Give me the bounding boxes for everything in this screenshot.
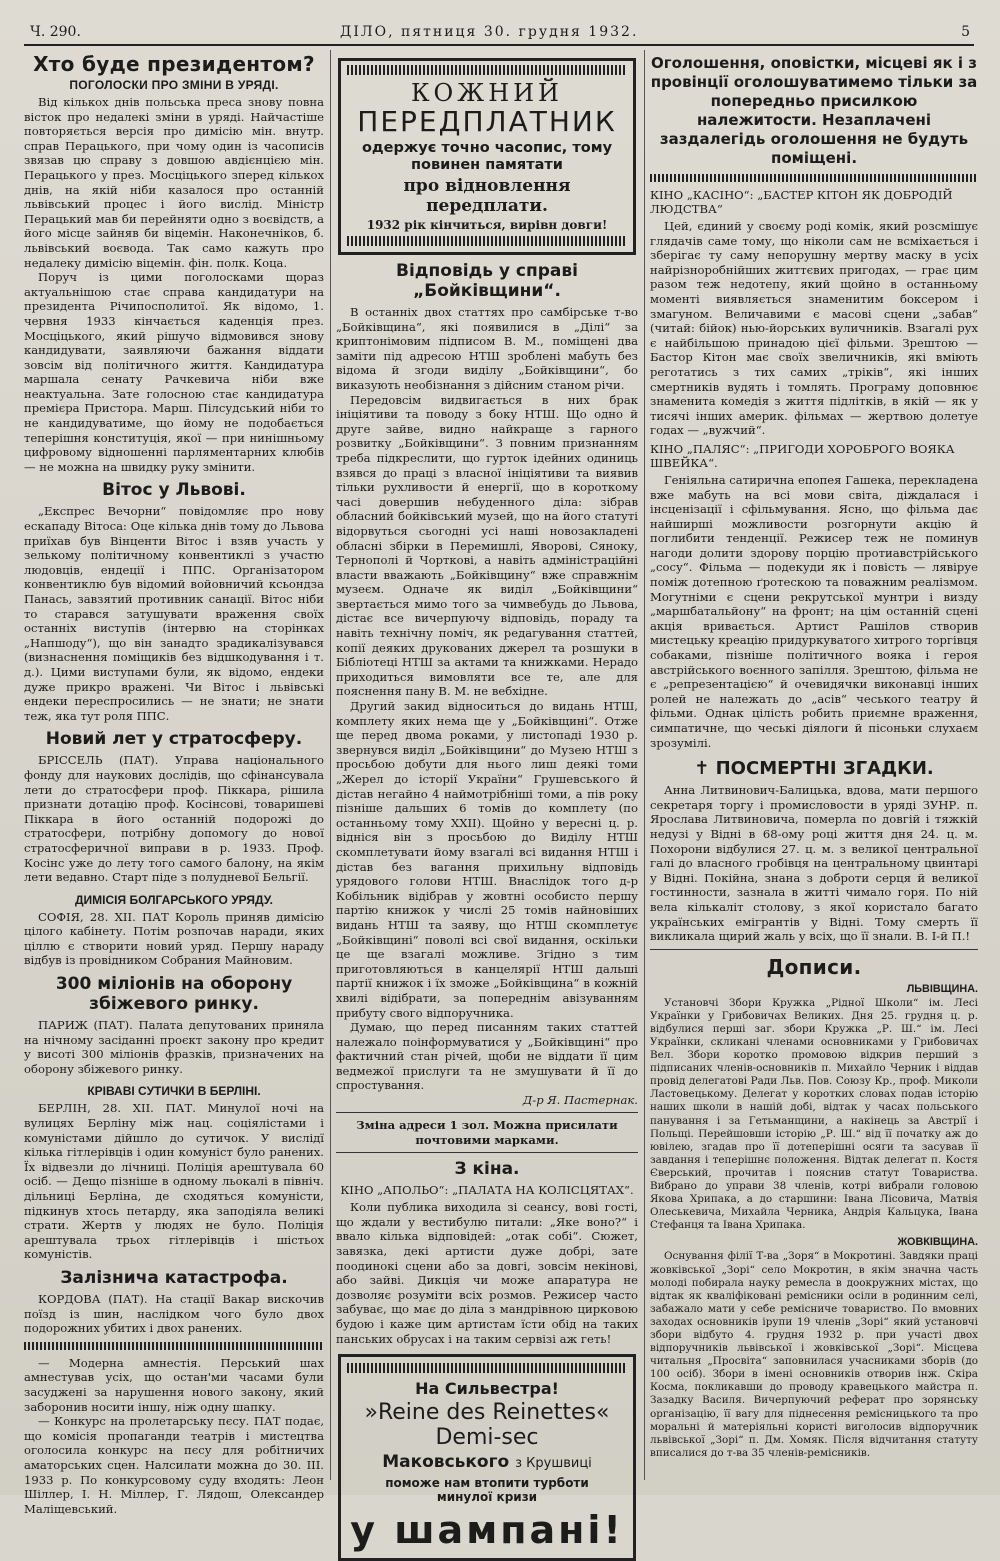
ad-brand-origin: з Крушвиці (515, 1456, 592, 1472)
hatched-divider (650, 174, 978, 182)
divider (336, 1112, 638, 1113)
hatched-divider (24, 1342, 324, 1350)
divider (336, 1152, 638, 1153)
page-header (30, 24, 970, 42)
article-paragraph: Поруч із цими поголосками щораз актуальнішою стає справа кандидатури на президента Річипосполитої. Як відомо, 1. червня 1933 кінчається каденція през. Мосціцького, який рішучо відмовився знову кандидувати, заявляючи бажання віддати зовсім від політичного життя. Кандидатура маршала сенату Рачкевича ніби вже неактуальна. Зате голосною стає кандидатура премієра Пристора. Марш. Пілсудський ніби то не кандидуватиме, що йому не подобається теперішня конституція, якої — при нинішньому цифровому відношенні парляментарних клюбів — не можна на швидку руку змінити. (24, 270, 324, 474)
article-paragraph: КОРДОВА (ПАТ). На стації Вакар вискочив поїзд із шин, наслідком чого було двох подорожних убитих і двох ранених. (24, 1291, 324, 1336)
headline-railway: Залізнича катастрофа. (60, 1267, 288, 1288)
article-paragraph: Передовсім видвигається в них брак ініціятиви та поводу з боку НТШ. Що одно й друге зайве, видно найкраще з гарного розвитку „Бойківщини“. З повним признанням треба підкреслити, що гурток ідейних одиниць взявся до праці з власної ініціятиви та виявив тільки рухливости й енергії, що в короткому часі довершив небуденного діла: зібрав обласний бойківський музей, що на його статуті відорвуться сьогодні усі наші новозакладені обласні збірки в Перемишлі, Яворові, Сяноку, Тернополі й Чорткові, а навіть адміністраційні власти вважають „Бойківщину“ вже справжнім музеєм. Одначе як виділ „Бойківщини“ звертається мимо того за чимвебудь до Львова, дістає все вичерпуючу відповідь, пораду та навіть технічну поміч, як редагування статтей, копії деяких друкованих джерел та розшуки в Бібліотеці НТШ за актами та книжками. Нерадо приходиться вимовляти все те, але для пояснення пану В. М. не вебхідне. (336, 392, 638, 699)
review-paragraph: Цей, єдиний у своєму роді комік, який розсмішує глядачів саме тому, що ніколи сам не всміхається і зберігає ту саму непорушну мертву маску в усіх найрізноробнійших життєвих пригодах, — грає цим разом теж недотепу, який щойно в останньому моменті виявляється знаменитим боксером і змагуном. Величавими є масові сцени „забав“ (читай: бійок) нью-йорських вуличників. Взагалі рух є найбільшою принадою цієї фільми. Зрештою — Бастор Кітон має своїх звеличників, які вміють реготатись з тих самих „тріків“, які інших смертників вудять і томлять. Програму доповнює знаменита комедія з життя підлітків, в якій — як у тисячі інших америк. фільмах — жертвою долетуе годах — „вужчий“. (650, 219, 978, 438)
advertising-notice: Оголошення, оповістки, місцеві як і з провінції оголошуватимемо тільки за попередньо присилкою належитости. Незаплачені заздалегідь оголошення не будуть поміщені. (650, 54, 978, 167)
headline-cinema: З кіна. (454, 1159, 520, 1180)
article-paragraph: СОФІЯ, 28. XII. ПАТ Король приняв димісію цілого кабінету. Потім розпочав наради, яких ціллю є створити новий уряд. Першу нараду відбув із провідником Собрания Майновим. (24, 909, 324, 968)
page-number: 5 (961, 24, 970, 40)
author-signature: Д-р Я. Пастернак. (522, 1093, 638, 1108)
issue-number: Ч. 290. (30, 24, 81, 40)
headline-reports: Дописи. (766, 954, 862, 979)
hatched-divider (347, 236, 627, 246)
column-2 (336, 50, 638, 1553)
champagne-ad-box (338, 1354, 636, 1561)
column-1 (24, 50, 324, 1516)
ad-text: одержує точно часопис, тому повинен памятати (361, 140, 613, 173)
ad-heading: КОЖНИЙ (410, 79, 563, 107)
review-paragraph: Геніяльна сатирична епопея Гашека, перекладена вже мабуть на всі мови світа, діждалася і інсценізації і сфільмування. Ясно, що фільма дає найширші можливости розгорнути акцію й поглибити тенденції. Режисер теж не поминув нагоди долити здорову порцію протиавстрійського „сосу“. Фільма — подекуди як і повість — лявіруе поміж дотепною ґротескою та поважним реалізмом. Могутніми є сцени рекрутської мунтри і визду „маршбатальйону“ на фронт; на цім останній сцені акція вривається. Артист Рашілов створив мистецьку креацію придуркуватого хитрого торгівця собаками, пізніше політичного вояка і героя австрійського воєнного запілля. Зрештою, фільма не є „репрезентацією“ й очевидячки виконавці інших ролей не належать до „асів“ чеського театру й фільми. Однак цілість робить приємне враження, симпатичне, що чеські діялоги й пісоньки слухаєм зрозумілі. (650, 472, 978, 750)
headline-president: Хто буде президентом? (33, 52, 315, 76)
obituaries-heading: ✝ ПОСМЕРТНІ ЗГАДКИ. (694, 758, 934, 780)
cinema-heading: КІНО „ПАЛЯС“: „ПРИГОДИ ХОРОБРОГО ВОЯКА ШВЕЙКА“. (650, 441, 955, 470)
article-paragraph: Другий закид відноситься до видань НТШ, комплету яких нема ще у „Бойківщині“. Отже ще перед двома роками, у листопаді 1930 р. звернувся виділ „Бойківщини“ до Музею НТШ з просьбою добути для нього лиш деякі томи „Жерел до історії України“ Грушевського й дістав негайно 4 наймотрібніші томи, а пів року пізніше дальших 6 томів до комплету (по останньому тому XXII). Щойно у вересні ц. р. відніся він з просьбою до Виділу НТШ скомплетувати йому взагалі всі видання НТШ і дістав без вагання прихильну відповідь урядового голови НТШ. Внаслідок того д-р Кобільник відібрав у жовтні особисто першу партію книжок у числі 25 томів найновіших видань НТШ та заяву, що НТШ скомплетує „Бойківщині“ поволі всі свої видання, оскільки це ще взагалі можливе. Згідно з тим приготовляються в канцелярії НТШ дальші партії книжок і їх зможе „Бойківщина“ в кожній хвилі відібрати, за попереднім авізуванням прибуту свого відпоручника. (336, 699, 638, 1020)
column-divider (330, 50, 331, 1480)
headline-grain-market: 300 міліонів на оборону збіжевого ринку. (55, 974, 293, 1015)
headline-berlin: КРІВАВІ СУТИЧКИ В БЕРЛІНІ. (87, 1084, 261, 1099)
article-paragraph: БЕРЛІН, 28. XII. ПАТ. Минулої ночі на вулицях Берліну між нац. соціялістами і комуністами дійшло до сутичок. У вислідї кілька гітлерівців і один комуніст було ранених. Їх відвезли до лічниці. Поліція арештувала 60 осіб. — Дещо пізніше в одному льокалі в північ. дільниці Берліна, де сходяться комуністи, підкинув хтось петарду, яка заподіяла великі страти. Жертв у людях не було. Поліція арештувала трьох гітлерівців і шістьох комуністів. (24, 1101, 324, 1262)
cinema-heading: КІНО „КАСІНО“: „БАСТЕР КІТОН ЯК ДОБРОДІЙ ЛЮДСТВА“ (650, 188, 953, 216)
region-label: ЖОВКІВЩИНА. (897, 1236, 978, 1249)
ad-slogan: у шампані! (350, 1508, 624, 1553)
region-label: ЛЬВІВЩИНА. (906, 982, 978, 995)
address-change-notice: Зміна адреси 1 зол. Можна присилати почтовими марками. (356, 1118, 618, 1147)
cinema-heading: КІНО „АПОЛЬО“: „ПАЛАТА НА КОЛІСЦЯТАХ“. (340, 1183, 634, 1198)
subhead-government: ПОГОЛОСКИ ПРО ЗМІНИ В УРЯДІ. (69, 78, 279, 92)
header-rule (24, 44, 974, 46)
ad-brand-name: Маковського (382, 1452, 510, 1473)
news-brief: — Конкурс на пролетарську пєсу. ПАТ подає, що комісія пропаганди театрів і мистецтва оголосила конкурс на пєсу для робітничих аматорських сцен. Налсилати можна до 30. III. 1933 р. По конкурсовому суду входять: Леон Шіллер, І. Н. Міллер, Г. Лядош, Олександер Маліщевський. (24, 1414, 324, 1516)
ad-product-name: »Reine des Reinettes« (364, 1400, 610, 1426)
article-paragraph: БРІССЕЛЬ (ПАТ). Управа національного фонду для наукових дослідів, що сфінансувала лети до стратосфери проф. Піккара, рішила признати дотацію проф. Косінсові, товаришеві Піккара в його останній подорожі до стратосфери, потрібну допомогу до нової стратосферичної виправи в р. 1933. Проф. Косінс уже до лету того самого балону, на якім лети ведавно. Старт піде з полудневої Бельгії. (24, 753, 324, 885)
headline-bulgaria: ДИМІСІЯ БОЛГАРСЬКОГО УРЯДУ. (74, 892, 273, 907)
ad-brand (347, 1452, 627, 1472)
headline-stratosphere: Новий лет у стратосферу. (45, 729, 303, 750)
divider (650, 949, 978, 950)
report-paragraph: Установчі Збори Кружка „Рідної Школи“ ім. Лесі Українки у Грибовичах Великих. Дня 25. грудня ц. р. відбулися перші заг. збори Кружка „Р. Ш.“ ім. Лесі Українки, скликані членами основниками у Грибовичах Вел. Збори коротко промовою відкрив перший з підписаних членів-основників п. Михайло Черник і віддав провід делегатові Ради Льв. Пов. Союзу Кр., проф. Миколи Ластовецькому. Делегат у коротких словах подав історію наших школи в нашій добі, відтак у часах польського панування і за Гетьманщини, а накінець за Австрії і Польщі. Перейшовши історію „Р. Ш.“ від її початку аж до ювілею, згадав про її дотеперішні осяги та засував її завдання і теперішнє положення. Відтак делегат п. Костя Єверський, прочитав і пояснив статут Товариства. Вибрано до управи 38 членів, котрі вибрали головою Якова Хрипака, а до старшини: Івана Лісовича, Матвія Олеськевича, Михайла Черника, Андрія Кальцука, Івана Стефанця та Івана Хрипака. (650, 996, 978, 1232)
ad-text: минулої кризи (436, 1490, 538, 1505)
hatched-divider (347, 65, 627, 75)
obituary-paragraph: Анна Литвинович-Балицька, вдова, мати першого секретаря торгу і промисловости в уряді ЗУНР. п. Ярослава Литвиновича, померла по довгій і тяжкій недузі у Відні в 68-ому році життя дня 24. ц. м. Похорони відбулися 27. ц. м. з великої центральної галі до власного гробівця на центральному цвинтарі у Відні. Покійна, знана з доброти серця й великої гостинности, зазнала в житті чимало горя. По ній вела кількаліт столову, з якої користало багато українських емігрантів у Відні. Тому смерть її викликала щирий жаль у всіх, що її знали. В. І-й П.! (650, 783, 978, 944)
report-paragraph: Оснування філії Т-ва „Зоря“ в Мокротині. Завдяки праці жовківської „Зорі“ село Мокротин, в якім значна часть молоді побирала науку ремесла в доокружних містах, що відтак як кваліфіковані ремісники осіли в родинним селі, забажало мати у себе ремісниче товариство. По вмовних заходах основників ірупи 19 членів „Зорі“ який установчі збори відбуто 4. грудня 1932 р. при участі двох відпоручників львівської і жовківської „Зорі“. Місцева читальня „Просвіта“ заповнилася учасниками зборів (до 100 осіб). Збори в імені основників отворив інж. Скіра Косма, покликавши до проводу кравецького майстра п. Зазадку Василя. Вичерпуючий реферат про зорянську організацію, її вагу для піднесення ремісницького та про моральні й матеріяльні користі виголосив відпоручник львівської „Зорі“ п. Дм. Хомяк. Після відчитання статуту вписалися до т-ва 35 членів-ремісників. (650, 1250, 978, 1459)
ad-text: 1932 рік кінчиться, вирівн довги! (366, 218, 608, 232)
article-paragraph: Думаю, що перед писанням таких статтей належало поінформуватися у „Бойківщині“ про фактичний стан річей, щоби не віддати її цим ведмежої прислуги та не змушувати й її до спростування. (336, 1020, 638, 1093)
column-3 (650, 50, 978, 1485)
ad-product-type: Demi-sec (435, 1425, 539, 1451)
article-paragraph: ПАРИЖ (ПАТ). Палата депутованих приняла на нічному засіданні проєкт закону про кредит у висоті 300 міліонів фразків, призначених на оборону збіжевого ринку. (24, 1018, 324, 1076)
ad-text: поможе нам втопити турботи (385, 1476, 589, 1491)
column-divider (644, 50, 645, 1480)
ad-heading: ПЕРЕДПЛАТНИК (357, 105, 617, 138)
headline-boikivshchyna: Відповідь у справі „Бойківщини“. (396, 261, 578, 301)
news-brief: — Модерна амнестія. Перський шах амнестував усіх, що остан'ми часами були засуджені за нарушення нового закону, який заборонив носити іншу, ніж одну шапку. (24, 1355, 324, 1414)
headline-vitos: Вітос у Львові. (102, 480, 246, 501)
ad-heading: На Сильвестра! (415, 1379, 559, 1399)
article-paragraph: В останніх двох статтях про самбірське т-во „Бойківщина“, які появилися в „Ділі“ за криптонімовим підписом В. М., поміщені два заміти під адресою НТШ зроблені мабуть без відома й згоди виділу „Бойківщини“, бо виказують необізнання з дійсним станом річи. (336, 305, 638, 392)
article-paragraph: Коли публика виходила зі сеансу, вові гості, що ждали у вестибулю питали: „Яке воно?“ і ввало кілька відповідей: „отак собі“. Сюжет, завязка, декі артисти дуже добрі, зате поодинокі сцени або за довгі, зовсім некінові, або зайві. Дикція чи може апаратура не дозволяє розуміти всіх розмов. Режисер часто забуває, що має до діла з мандрівною цирковою будою і каже цим артистам їсти обід на таких панських обрусах і на таким сервізі аж геть! (336, 1200, 638, 1346)
subscription-ad-box (338, 58, 636, 255)
article-paragraph: „Експрес Вечорни“ повідомляє про нову ескападу Вітоса: Оце кілька днів тому до Львова приїхав був Вінценти Вітос і взяв участь у зелькому політичному конвентиклі з участю людовців, ендеції і ППС. Організатором конвентиклю був відомий войовничий ксьондза Панась, завзятий противник санації. Вітос ніби то старався затушувати враження своїх останніх виступів (інтервю на сторінках „Напшоду“), що він занадто зрадикалізувався (визнаснення поміщиків без відшкодування і т. д.). Цими виступами були, як відомо, ендеки дуже прикро вражені. Чи Вітос і львівські ендеки переспросились — не знати; не знати теж, яка тут роля ППС. (24, 504, 324, 723)
masthead-date: ДІЛО, пятниця 30. грудня 1932. (340, 24, 639, 40)
ad-text: про відновлення передплати. (403, 176, 571, 216)
hatched-divider (347, 1363, 627, 1373)
article-paragraph: Від кількох днів польська преса знову повна вісток про недалекі зміни в уряді. Найчастіше повторяється версія про димісію мін. внутр. справ Перацького, при чому один із часописів звязав цю справу з довшою авдієнцією мін. Перацького у през. Мосціцького зперед кількох днів, на якій ніби казалося про останній львівський процес і його вислід. Міністр Перацький мав би перейняти одно з воєвідств, а його місце зайняв би віцемін. Наконечніков, б. львівський воєвода. Так само кажуть про недалеку димісію віцемін. фін. полк. Коца. (24, 95, 324, 270)
